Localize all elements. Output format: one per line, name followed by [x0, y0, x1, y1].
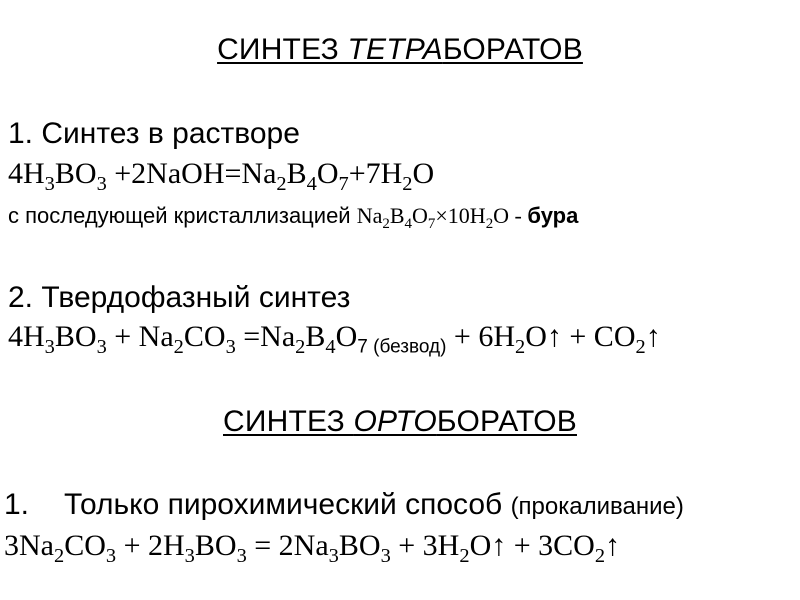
heading-tetraborates-text: СИНТЕЗ ТЕТРАБОРАТОВ [217, 33, 583, 66]
section2-equation: $4H_3BO_3 + Na_2CO_3 =Na_2B_4O_{7 (безвод)}$ + $6H_2O↑$ + $CO_2↑$ [8, 320, 661, 359]
section3-title: Только пирохимический способ (прокаливание) [64, 488, 684, 521]
section1-title: 1. Синтез в растворе [8, 117, 300, 150]
heading-tetraborates [0, 33, 800, 67]
borax-label: бура [527, 203, 579, 228]
heading-orthoborates-text: СИНТЕЗ ОРТОБОРАТОВ [223, 405, 577, 438]
section3-equation: $3Na_2CO_3 + 2H_3BO_3 = 2Na_3BO_3$ + $3H_2O↑$ + $3CO_2↑$ [4, 529, 621, 568]
heading-orthoborates [0, 405, 800, 439]
section2-title: 2. Твердофазный синтез [8, 281, 351, 314]
section1-note: с последующей кристаллизацией $Na_2B_4O_7\times 10H_2O$ - бура [8, 203, 579, 233]
section1-equation: $4H_3BO_3$ $+2NaOH=Na_2B_4O_7+7H_2O$ [8, 157, 435, 196]
section3-number: 1. [4, 488, 30, 521]
